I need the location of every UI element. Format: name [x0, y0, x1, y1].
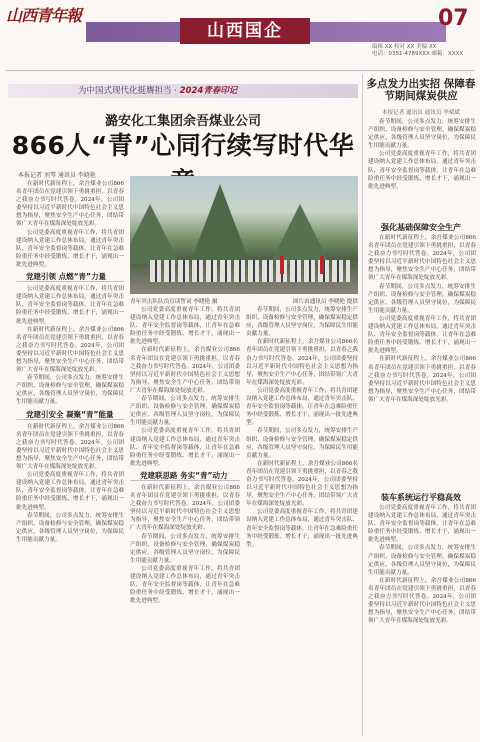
side-subheading: 装车系统运行平稳高效 — [381, 493, 461, 502]
article-column-3 — [246, 306, 358, 736]
paragraph: 在新时代新征程上，余吾煤业公司866名青年团员在党建引领下勇挑重担，以青春之我奋力书写时代答卷。2024年，公司团委坚持以习近平新时代中国特色社会主义思想为指导，聚焦安全生产中心任务，团结带领广大青年在煤海深处绽放光彩。 — [130, 484, 240, 532]
side-column-top — [368, 118, 476, 218]
page-number: 07 — [438, 6, 469, 31]
side-article-byline: 本报记者 通讯员 通讯员 李斌斌 — [381, 110, 461, 116]
article-byline: 本报记者 刘琴 通讯员 李晓艳 — [18, 172, 96, 179]
paragraph: 在新时代新征程上，余吾煤业公司866名青年团员在党建引领下勇挑重担，以青春之我奋力书写时代答卷。2024年，公司团委坚持以习近平新时代中国特色社会主义思想为指导，聚焦安全生产中心任务，团结带领广大青年在煤海深处绽放光彩。 — [16, 423, 124, 471]
paragraph: 公司党委高度重视青年工作，将共青团建设纳入党建工作总体布局，通过青年突击队、青年安全监督岗等载体，让青年在急难险重任务中经受锻炼、增长才干，涌现出一批先进典型。 — [368, 315, 476, 355]
caption-text: 青年突击队队员宣读誓词 李晓艳 摄 — [130, 299, 218, 305]
article-subhead: 潞安化工集团余吾煤业公司 — [104, 114, 261, 129]
paragraph: 在新时代新征程上，余吾煤业公司866名青年团员在党建引领下勇挑重担，以青春之我奋力书写时代答卷。2024年，公司团委坚持以习近平新时代中国特色社会主义思想为指导，聚焦安全生产中心任务，团结带领广大青年在煤海深处绽放光彩。 — [368, 356, 476, 403]
paragraph: 在新时代新征程上，余吾煤业公司866名青年团员在党建引领下勇挑重担，以青春之我奋力书写时代答卷。2024年，公司团委坚持以习近平新时代中国特色社会主义思想为指导，聚焦安全生产中心任务，团结带领广大青年在煤海深处绽放光彩。 — [16, 326, 124, 374]
editor-info — [372, 44, 476, 58]
paragraph: 春节期间，公司多点发力，统筹安排生产组织、设备检修与安全管理，确保煤炭稳定供应，各级管理人员坚守岗位，为保障民生用能贡献力量。 — [368, 119, 476, 150]
photo-mountain — [190, 184, 250, 264]
editor-line: 编辑 XX 校对 XX 美编 XX — [372, 44, 437, 50]
paragraph: 春节期间，公司多点发力，统筹安排生产组织、设备检修与安全管理，确保煤炭稳定供应，各级管理人员坚守岗位，为保障民生用能贡献力量。 — [130, 533, 240, 564]
photo-caption — [130, 297, 358, 305]
paragraph: 公司党委高度重视青年工作，将共青团建设纳入党建工作总体布局，通过青年突击队、青年安全监督岗等载体，让青年在急难险重任务中经受锻炼、增长才干，涌现出一批先进典型。 — [16, 286, 124, 325]
photo-mountain — [130, 204, 180, 264]
paragraph: 在新时代新征程上，余吾煤业公司866名青年团员在党建引领下勇挑重担，以青春之我奋力书写时代答卷。2024年，公司团委坚持以习近平新时代中国特色社会主义思想为指导，聚焦安全生产中心任务，团结带领广大青年在煤海深处绽放光彩。 — [368, 235, 476, 282]
paragraph: 公司党委高度重视青年工作，将共青团建设纳入党建工作总体布局，通过青年突击队、青年安全监督岗等载体，让青年在急难险重任务中经受锻炼、增长才干，涌现出一批先进典型。 — [130, 428, 240, 467]
section-heading: 党建引安全 凝聚“青”能量 — [16, 411, 124, 420]
paragraph: 春节期间，公司多点发力，统筹安排生产组织、设备检修与安全管理，确保煤炭稳定供应，各级管理人员坚守岗位，为保障民生用能贡献力量。 — [16, 512, 124, 543]
article-column-2 — [130, 306, 240, 736]
article-headline: 866人“青”心同行续写时代华 — [11, 131, 355, 160]
paragraph: 在新时代新征程上，余吾煤业公司866名青年团员在党建引领下勇挑重担，以青春之我奋力书写时代答卷。2024年，公司团委坚持以习近平新时代中国特色社会主义思想为指导，聚焦安全生产中心任务，团结带领广大青年在煤海深处绽放光彩。 — [368, 577, 476, 625]
paragraph: 在新时代新征程上，余吾煤业公司866名青年团员在党建引领下勇挑重担，以青春之我奋力书写时代答卷。2024年，公司团委坚持以习近平新时代中国特色社会主义思想为指导，聚焦安全生产中心任务，团结带领广大青年在煤海深处绽放光彩。 — [246, 339, 358, 386]
paragraph: 春节期间，公司多点发力，统筹安排生产组织、设备检修与安全管理，确保煤炭稳定供应，各级管理人员坚守岗位，为保障民生用能贡献力量。 — [246, 428, 358, 459]
masthead — [0, 0, 480, 44]
news-photo — [130, 176, 358, 294]
paragraph: 在新时代新征程上，余吾煤业公司866名青年团员在党建引领下勇挑重担，以青春之我奋力书写时代答卷。2024年，公司团委坚持以习近平新时代中国特色社会主义思想为指导，聚焦安全生产中心任务，团结带领广大青年在煤海深处绽放光彩。 — [16, 181, 124, 228]
side-subheading: 强化基础保障安全生产 — [381, 223, 461, 232]
photo-credit: 图片由通讯员 李晓艳 提供 — [292, 299, 358, 305]
newspaper-logo: 山西青年報 — [6, 6, 82, 25]
paragraph: 公司党委高度重视青年工作，将共青团建设纳入党建工作总体布局，通过青年突击队、青年安全监督岗等载体，让青年在急难险重任务中经受锻炼、增长才干，涌现出一批先进典型。 — [130, 565, 240, 605]
paragraph: 公司党委高度重视青年工作，将共青团建设纳入党建工作总体布局，通过青年突击队、青年安全监督岗等载体，让青年在急难险重任务中经受锻炼、增长才干，涌现出一批先进典型。 — [368, 505, 476, 544]
paragraph: 公司党委高度重视青年工作，将共青团建设纳入党建工作总体布局，通过青年突击队、青年安全监督岗等载体，让青年在急难险重任务中经受锻炼、增长才干，涌现出一批先进典型。 — [246, 387, 358, 427]
banner-tag: 2024青春印记 — [179, 86, 238, 96]
section-title: 山西国企 — [180, 18, 310, 44]
side-column-bottom — [368, 504, 476, 736]
paragraph: 公司党委高度重视青年工作，将共青团建设纳入党建工作总体布局，通过青年突击队、青年安全监督岗等载体，让青年在急难险重任务中经受锻炼、增长才干，涌现出一批先进典型。 — [130, 307, 240, 346]
photo-flag — [280, 256, 284, 274]
paragraph: 春节期间，公司多点发力，统筹安排生产组织、设备检修与安全管理，确保煤炭稳定供应，各级管理人员坚守岗位，为保障民生用能贡献力量。 — [246, 307, 358, 338]
side-column-middle — [368, 234, 476, 486]
header-rule — [6, 70, 474, 71]
paragraph: 在新时代新征程上，余吾煤业公司866名青年团员在党建引领下勇挑重担，以青春之我奋力书写时代答卷。2024年，公司团委坚持以习近平新时代中国特色社会主义思想为指导，聚焦安全生产中心任务，团结带领广大青年在煤海深处绽放光彩。 — [130, 347, 240, 394]
section-heading: 党建引领 点燃“青”力量 — [16, 273, 124, 282]
paragraph: 春节期间，公司多点发力，统筹安排生产组织、设备检修与安全管理，确保煤炭稳定供应，各级管理人员坚守岗位，为保障民生用能贡献力量。 — [368, 283, 476, 314]
contact-line: 电话：0351-4789XXX 邮箱：XXXX — [372, 51, 464, 57]
column-divider — [362, 74, 363, 736]
paragraph: 春节期间，公司多点发力，统筹安排生产组织、设备检修与安全管理，确保煤炭稳定供应，各级管理人员坚守岗位，为保障民生用能贡献力量。 — [16, 375, 124, 406]
paragraph: 在新时代新征程上，余吾煤业公司866名青年团员在党建引领下勇挑重担，以青春之我奋力书写时代答卷。2024年，公司团委坚持以习近平新时代中国特色社会主义思想为指导，聚焦安全生产中心任务，团结带领广大青年在煤海深处绽放光彩。 — [246, 460, 358, 508]
paragraph: 春节期间，公司多点发力，统筹安排生产组织、设备检修与安全管理，确保煤炭稳定供应，各级管理人员坚守岗位，为保障民生用能贡献力量。 — [130, 396, 240, 427]
side-article-title: 多点发力出实招 保障春节期间煤炭供应 — [366, 78, 476, 102]
paragraph: 春节期间，公司多点发力，统筹安排生产组织、设备检修与安全管理，确保煤炭稳定供应，各级管理人员坚守岗位，为保障民生用能贡献力量。 — [368, 545, 476, 576]
banner-text: 为中国式现代化挺膺担当 · — [78, 86, 180, 96]
paragraph: 公司党委高度重视青年工作，将共青团建设纳入党建工作总体布局，通过青年突击队、青年安全监督岗等载体，让青年在急难险重任务中经受锻炼、增长才干，涌现出一批先进典型。 — [16, 229, 124, 268]
paragraph: 公司党委高度重视青年工作，将共青团建设纳入党建工作总体布局，通过青年突击队、青年安全监督岗等载体，让青年在急难险重任务中经受锻炼、增长才干，涌现出一批先进典型。 — [368, 151, 476, 190]
article-column-1 — [16, 180, 124, 736]
photo-flag — [320, 256, 324, 274]
section-heading: 党建联思路 务实“青”动力 — [130, 472, 240, 481]
theme-banner — [8, 84, 358, 98]
paragraph: 公司党委高度重视青年工作，将共青团建设纳入党建工作总体布局，通过青年突击队、青年安全监督岗等载体，让青年在急难险重任务中经受锻炼、增长才干，涌现出一批先进典型。 — [246, 509, 358, 548]
photo-mountain — [270, 204, 330, 264]
paragraph: 公司党委高度重视青年工作，将共青团建设纳入党建工作总体布局，通过青年突击队、青年安全监督岗等载体，让青年在急难险重任务中经受锻炼、增长才干，涌现出一批先进典型。 — [16, 472, 124, 511]
